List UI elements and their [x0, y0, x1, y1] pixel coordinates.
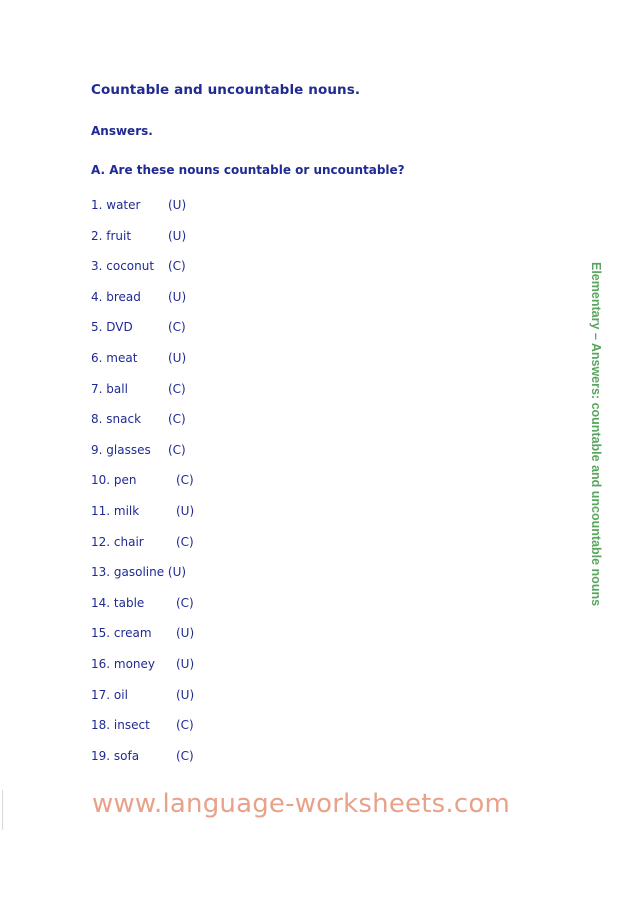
answer-tag: (C) [176, 534, 194, 549]
answer-tag: (C) [168, 442, 186, 457]
answer-tag: (U) [168, 228, 187, 243]
answer-word: 18. insect [91, 718, 150, 733]
answer-tag: (U) [168, 289, 187, 304]
answer-item [91, 351, 411, 382]
footer-url: www.language-worksheets.com [92, 789, 510, 819]
answer-tag: (C) [168, 320, 186, 335]
answer-item [91, 565, 411, 596]
answer-word: 1. water [91, 198, 141, 212]
answer-tag: (C) [176, 595, 194, 610]
answer-word: 16. money [91, 656, 156, 671]
answer-word: 11. milk [91, 503, 140, 518]
answer-item [91, 504, 411, 535]
section-a-heading: A. Are these nouns countable or uncountable? [91, 163, 405, 177]
answer-item [91, 443, 411, 474]
answer-item [91, 657, 411, 688]
answer-word: 7. ball [91, 381, 128, 396]
answer-tag: (C) [168, 259, 186, 274]
answer-tag: (U) [168, 198, 187, 212]
answer-item [91, 198, 411, 229]
document-title: Countable and uncountable nouns. [91, 82, 361, 98]
answer-tag: (U) [176, 687, 195, 702]
answer-item [91, 259, 411, 290]
answer-item [91, 718, 411, 749]
answer-word: 15. cream [91, 626, 152, 641]
answer-word: 17. oil [91, 687, 128, 702]
answer-tag: (C) [168, 381, 186, 396]
answer-word: 6. meat [91, 350, 138, 365]
answer-tag: (U) [168, 350, 187, 365]
answer-tag: (U) [176, 656, 195, 671]
answer-tag: (U) [176, 626, 195, 641]
answer-tag: (C) [176, 473, 194, 488]
answer-word: 3. coconut [91, 259, 155, 274]
answer-tag: (C) [176, 748, 194, 763]
answer-tag: (C) [176, 718, 194, 733]
answer-item [91, 382, 411, 413]
answer-word: 5. DVD [91, 320, 133, 335]
answer-item [91, 320, 411, 351]
answer-word: 8. snack [91, 412, 142, 427]
answer-item [91, 290, 411, 321]
answer-item [91, 535, 411, 566]
answer-word: 2. fruit [91, 228, 132, 243]
answer-item [91, 749, 411, 780]
answer-word: 9. glasses [91, 442, 151, 457]
answer-word: 13. gasoline (U) [91, 565, 187, 580]
answer-word: 4. bread [91, 289, 141, 304]
answer-item [91, 626, 411, 657]
answer-word: 19. sofa [91, 748, 140, 763]
answer-tag: (C) [168, 412, 186, 427]
answers-label: Answers. [91, 124, 153, 138]
answer-word: 12. chair [91, 534, 144, 549]
answer-item [91, 596, 411, 627]
answer-tag: (U) [176, 503, 195, 518]
answer-item [91, 229, 411, 260]
scan-edge-mark [2, 790, 3, 830]
answer-item [91, 688, 411, 719]
answer-list [91, 198, 411, 779]
answer-item [91, 412, 411, 443]
answer-word: 14. table [91, 595, 145, 610]
side-label: Elementary – Answers: countable and uncountable nouns [589, 262, 603, 607]
answer-word: 10. pen [91, 473, 137, 488]
answer-item [91, 473, 411, 504]
